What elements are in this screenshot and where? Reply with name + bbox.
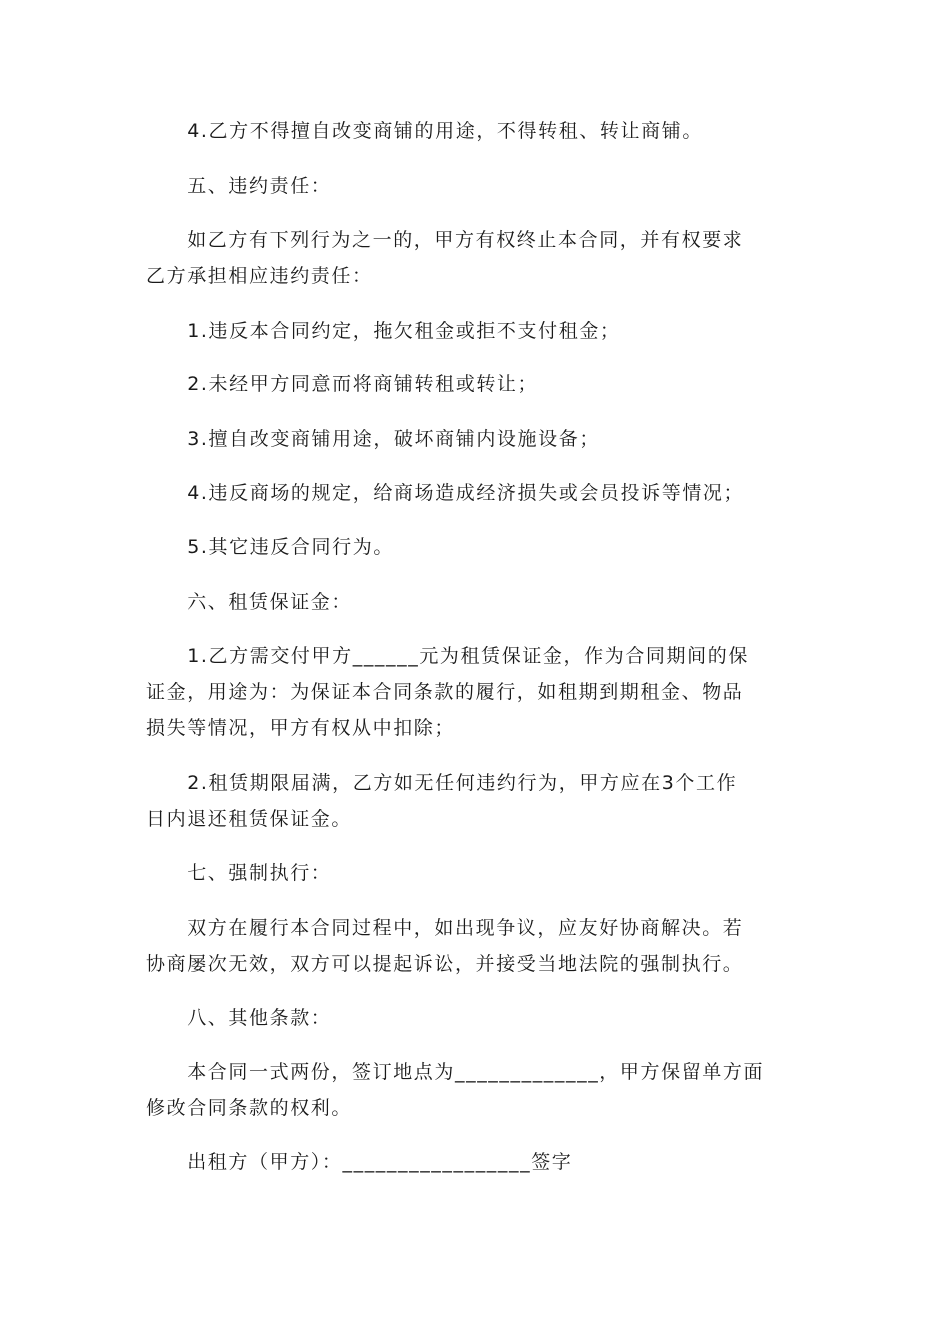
text-line: 5.其它违反合同行为。 bbox=[146, 536, 394, 558]
text-line: 日内退还租赁保证金。 bbox=[146, 808, 353, 830]
section-5-heading bbox=[146, 168, 806, 204]
deposit-clause-1 bbox=[146, 638, 806, 746]
breach-item-4 bbox=[146, 475, 806, 511]
text-line: 出租方（甲方）：_________________签字 bbox=[146, 1151, 573, 1173]
deposit-clause-2 bbox=[146, 765, 806, 837]
text-line: 双方在履行本合同过程中，如出现争议，应友好协商解决。若 bbox=[146, 917, 744, 939]
text-line: 八、其他条款： bbox=[146, 1007, 332, 1029]
other-terms-paragraph bbox=[146, 1054, 806, 1126]
text-line: 证金，用途为：为保证本合同条款的履行，如租期到期租金、物品 bbox=[146, 681, 744, 703]
lessor-signature-line bbox=[146, 1144, 806, 1180]
text-line: 如乙方有下列行为之一的，甲方有权终止本合同，并有权要求 bbox=[146, 229, 744, 251]
text-line: 乙方承担相应违约责任： bbox=[146, 265, 373, 287]
text-line: 4.违反商场的规定，给商场造成经济损失或会员投诉等情况； bbox=[146, 482, 745, 504]
text-line: 2.租赁期限届满，乙方如无任何违约行为，甲方应在3个工作 bbox=[146, 772, 738, 794]
enforcement-paragraph bbox=[146, 910, 806, 982]
breach-intro-paragraph bbox=[146, 222, 806, 294]
breach-item-5 bbox=[146, 529, 806, 565]
text-line: 六、租赁保证金： bbox=[146, 591, 353, 613]
text-line: 五、违约责任： bbox=[146, 175, 332, 197]
breach-item-2 bbox=[146, 366, 806, 402]
clause-4-no-sublet bbox=[146, 113, 806, 149]
section-7-heading bbox=[146, 855, 806, 891]
text-line: 修改合同条款的权利。 bbox=[146, 1097, 353, 1119]
section-6-heading bbox=[146, 584, 806, 620]
section-8-heading bbox=[146, 1000, 806, 1036]
text-line: 2.未经甲方同意而将商铺转租或转让； bbox=[146, 373, 539, 395]
text-line: 七、强制执行： bbox=[146, 862, 332, 884]
text-line: 4.乙方不得擅自改变商铺的用途，不得转租、转让商铺。 bbox=[146, 120, 703, 142]
text-line: 损失等情况，甲方有权从中扣除； bbox=[146, 717, 456, 739]
text-line: 1.乙方需交付甲方______元为租赁保证金，作为合同期间的保 bbox=[146, 645, 749, 667]
breach-item-3 bbox=[146, 421, 806, 457]
text-line: 3.擅自改变商铺用途，破坏商铺内设施设备； bbox=[146, 428, 600, 450]
text-line: 本合同一式两份，签订地点为_____________，甲方保留单方面 bbox=[146, 1061, 765, 1083]
text-line: 1.违反本合同约定，拖欠租金或拒不支付租金； bbox=[146, 320, 621, 342]
text-line: 协商屡次无效，双方可以提起诉讼，并接受当地法院的强制执行。 bbox=[146, 953, 744, 975]
breach-item-1 bbox=[146, 313, 806, 349]
